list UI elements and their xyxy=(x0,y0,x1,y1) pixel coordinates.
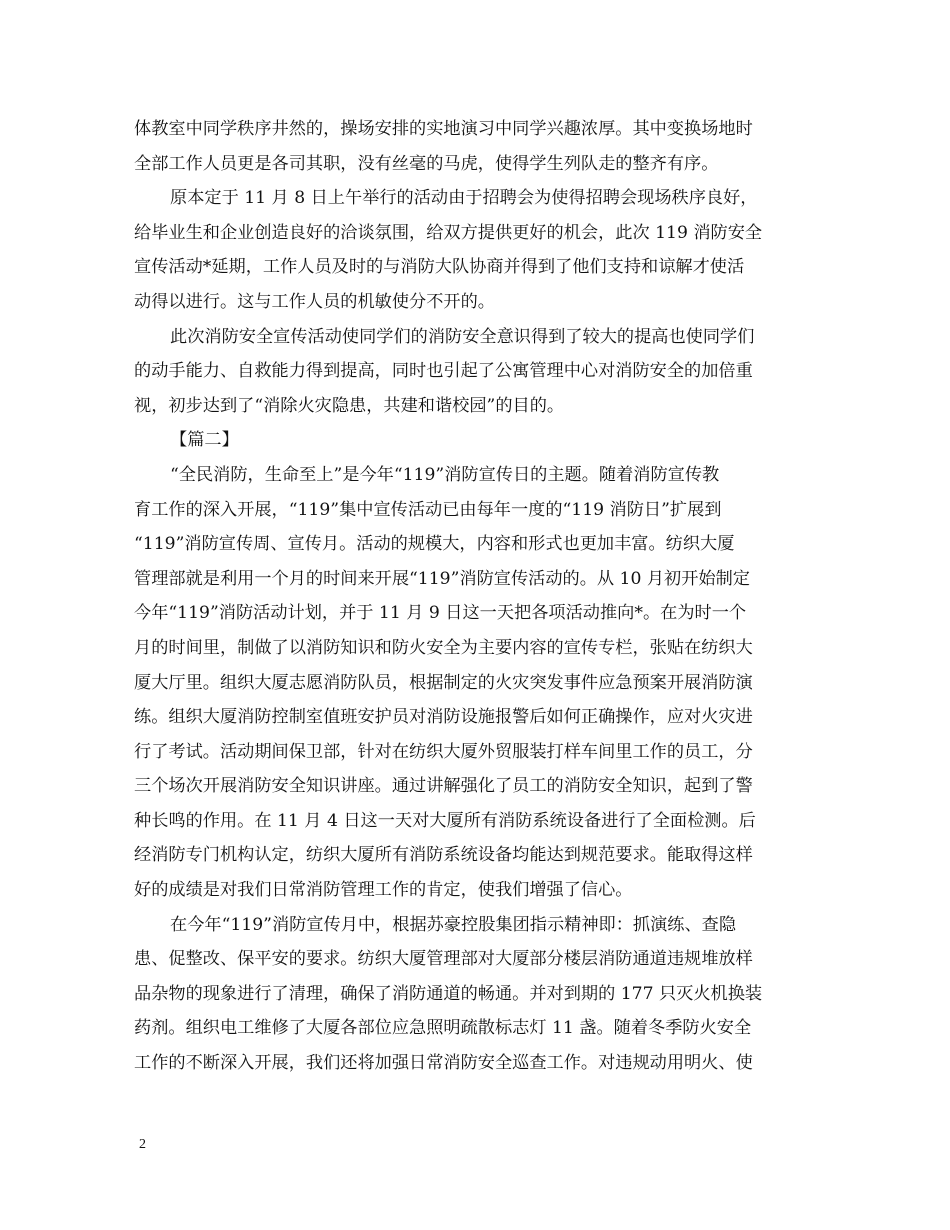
text-line: 种长鸣的作用。在 11 月 4 日这一天对大厦所有消防系统设备进行了全面检测。后 xyxy=(134,810,756,831)
text-line: 厦大厅里。组织大厦志愿消防队员，根据制定的火灾突发事件应急预案开展消防演 xyxy=(134,672,753,693)
text-line: 动得以进行。这与工作人员的机敏使分不开的。 xyxy=(134,291,495,312)
text-line: 好的成绩是对我们日常消防管理工作的肯定，使我们增强了信心。 xyxy=(134,880,633,901)
text-line: 给毕业生和企业创造良好的洽谈氛围，给双方提供更好的机会，此次 119 消防安全 xyxy=(134,222,763,243)
text-line: 药剂。组织电工维修了大厦各部位应急照明疏散标志灯 11 盏。随着冬季防火安全 xyxy=(134,1018,752,1039)
paragraph-start-line: 此次消防安全宣传活动使同学们的消防安全意识得到了较大的提高也使同学们 xyxy=(170,326,755,347)
text-line: 育工作的深入开展，“119”集中宣传活动已由每年一度的“119 消防日”扩展到 xyxy=(134,499,722,520)
document-body xyxy=(134,112,824,1081)
text-line: 经消防专门机构认定，纺织大厦所有消防系统设备均能达到规范要求。能取得这样 xyxy=(134,845,753,866)
text-line: 工作的不断深入开展，我们还将加强日常消防安全巡查工作。对违规动用明火、使 xyxy=(134,1053,753,1074)
text-line: 练。组织大厦消防控制室值班安护员对消防设施报警后如何正确操作，应对火灾进 xyxy=(134,707,753,728)
text-line: 今年“119”消防活动计划，并于 11 月 9 日这一天把各项活动推向*。在为时一个 xyxy=(134,603,747,624)
text-line: 视，初步达到了“消除火灾隐患，共建和谐校园”的目的。 xyxy=(134,395,565,416)
page-number: 2 xyxy=(139,1137,146,1152)
text-line: 全部工作人员更是各司其职，没有丝毫的马虎，使得学生列队走的整齐有序。 xyxy=(134,153,719,174)
paragraph-start-line: “全民消防，生命至上”是今年“119”消防宣传日的主题。随着消防宣传教 xyxy=(170,464,720,485)
text-line: 宣传活动*延期，工作人员及时的与消防大队协商并得到了他们支持和谅解才使活 xyxy=(134,257,745,278)
text-line: 三个场次开展消防安全知识讲座。通过讲解强化了员工的消防安全知识，起到了警 xyxy=(134,776,753,797)
text-line: 患、促整改、保平安的要求。纺织大厦管理部对大厦部分楼层消防通道违规堆放样 xyxy=(134,949,753,970)
text-line: 管理部就是利用一个月的时间来开展“119”消防宣传活动的。从 10 月初开始制定 xyxy=(134,568,750,589)
text-line: 体教室中同学秩序井然的，操场安排的实地演习中同学兴趣浓厚。其中变换场地时 xyxy=(134,119,753,139)
text-line: 品杂物的现象进行了清理，确保了消防通道的畅通。并对到期的 177 只灭火机换装 xyxy=(134,983,763,1004)
section-heading: 【篇二】 xyxy=(170,430,239,451)
text-line: “119”消防宣传周、宣传月。活动的规模大，内容和形式也更加丰富。纺织大厦 xyxy=(134,534,735,555)
paragraph-start-line: 在今年“119”消防宣传月中，根据苏豪控股集团指示精神即：抓演练、查隐 xyxy=(170,914,737,935)
paragraph-start-line: 原本定于 11 月 8 日上午举行的活动由于招聘会为使得招聘会现场秩序良好， xyxy=(170,188,758,209)
text-line: 月的时间里，制做了以消防知识和防火安全为主要内容的宣传专栏，张贴在纺织大 xyxy=(134,637,753,658)
text-line: 的动手能力、自救能力得到提高，同时也引起了公寓管理中心对消防安全的加倍重 xyxy=(134,361,753,382)
text-line: 行了考试。活动期间保卫部，针对在纺织大厦外贸服装打样车间里工作的员工，分 xyxy=(134,741,753,762)
